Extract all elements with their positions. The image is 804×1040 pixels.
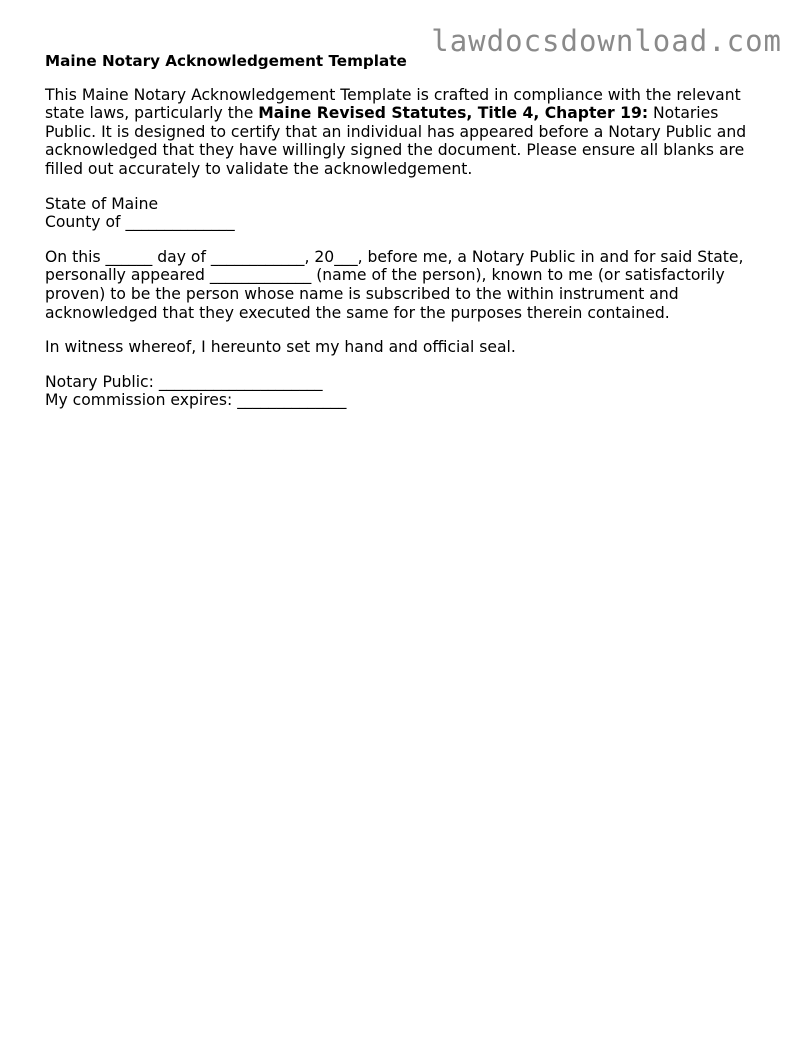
notary-line xyxy=(45,373,765,392)
document-title: Maine Notary Acknowledgement Template xyxy=(45,52,407,70)
intro-line-5: filled out accurately to validate the acknowledgement. xyxy=(45,159,473,178)
watermark-text: lawdocsdownload.com xyxy=(431,24,782,58)
county-blank[interactable]: ______________ xyxy=(125,213,235,232)
ack-text: , 20 xyxy=(304,247,335,266)
ack-line-1 xyxy=(45,248,765,267)
witness-line: In witness whereof, I hereunto set my hand and official seal. xyxy=(45,338,516,357)
ack-text: day of xyxy=(152,247,211,266)
month-blank[interactable]: ____________ xyxy=(210,247,305,266)
day-blank[interactable]: ______ xyxy=(105,247,153,266)
ack-line-3: proven) to be the person whose name is subscribed to the within instrument and xyxy=(45,284,679,303)
ack-line-4: acknowledged that they executed the same for the purposes therein contained. xyxy=(45,303,670,322)
county-line xyxy=(45,213,765,232)
commission-label: My commission expires: xyxy=(45,391,238,410)
person-name-blank[interactable]: _____________ xyxy=(209,266,312,285)
ack-text: (name of the person), known to me (or satisfactorily xyxy=(311,266,725,285)
intro-line-2 xyxy=(45,104,765,123)
ack-text: personally appeared xyxy=(45,266,210,285)
intro-line-3: Public. It is designed to certify that an individual has appeared before a Notary Public and xyxy=(45,122,747,141)
statute-reference: Maine Revised Statutes, Title 4, Chapter 19: xyxy=(258,104,649,123)
notary-signature-blank[interactable]: _____________________ xyxy=(158,372,323,391)
intro-line-2-end: Notaries xyxy=(648,104,719,123)
commission-expiry-blank[interactable]: ______________ xyxy=(237,391,347,410)
intro-line-2-start: state laws, particularly the xyxy=(45,104,259,123)
notary-label: Notary Public: xyxy=(45,372,159,391)
ack-line-2 xyxy=(45,266,765,285)
intro-line-1: This Maine Notary Acknowledgement Template is crafted in compliance with the relevant xyxy=(45,85,741,104)
intro-line-4: acknowledged that they have willingly signed the document. Please ensure all blanks are xyxy=(45,141,745,160)
county-label: County of xyxy=(45,213,126,232)
acknowledgement-paragraph xyxy=(45,248,765,322)
witness-statement xyxy=(45,338,765,357)
commission-line xyxy=(45,391,765,410)
intro-paragraph xyxy=(45,86,765,179)
signature-block xyxy=(45,373,765,410)
state-line: State of Maine xyxy=(45,194,159,213)
document-body xyxy=(45,52,765,426)
year-blank[interactable]: ___ xyxy=(334,247,358,266)
ack-text: On this xyxy=(45,247,106,266)
ack-text: , before me, a Notary Public in and for said State, xyxy=(357,247,744,266)
venue-block xyxy=(45,195,765,232)
